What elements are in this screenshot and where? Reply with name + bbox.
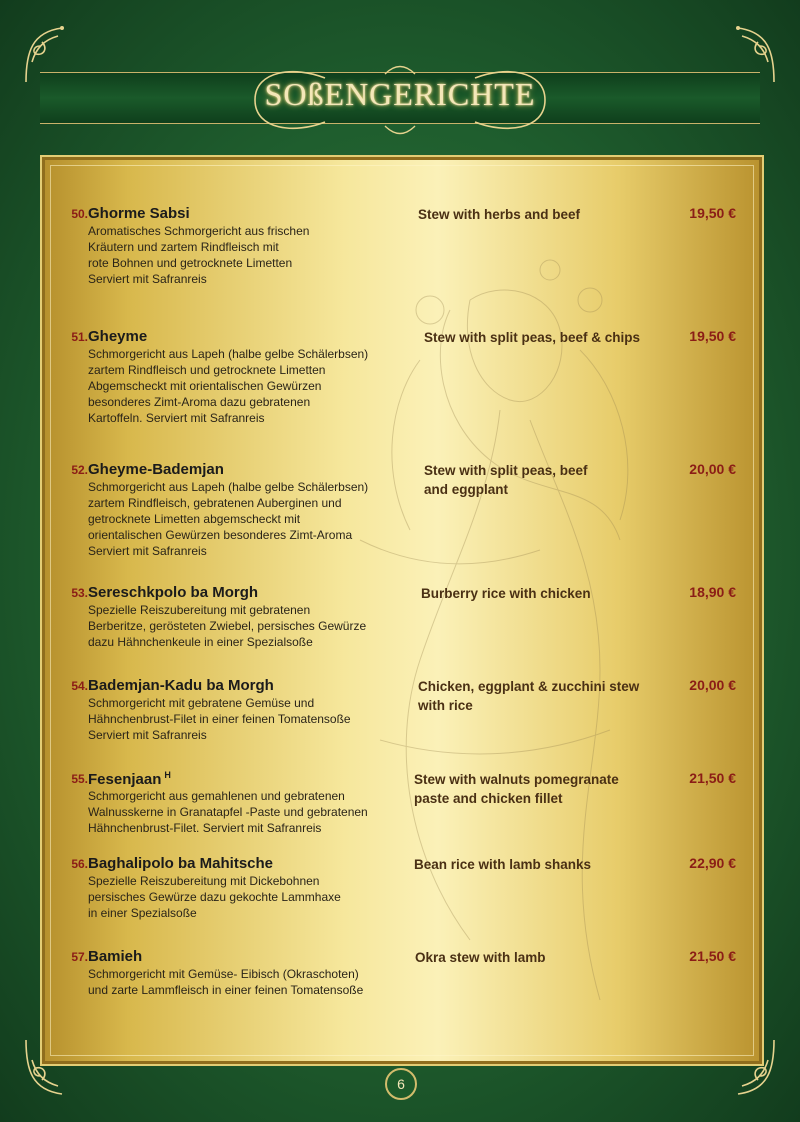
- item-english-name: [414, 770, 619, 808]
- description-line: Schmorgericht mit Gemüse- Eibisch (Okraschoten): [88, 967, 359, 981]
- item-price: 22,90 €: [689, 855, 736, 871]
- english-line: and eggplant: [424, 482, 508, 497]
- description-line: zartem Rindfleisch und getrocknete Limetten: [88, 363, 326, 377]
- description-line: persisches Gewürze dazu gekochte Lammhaxe: [88, 890, 341, 904]
- item-number: 52.: [71, 463, 88, 477]
- description-line: in einer Spezialsoße: [88, 906, 197, 920]
- description-line: Serviert mit Safranreis: [88, 272, 207, 286]
- item-name-wrap: [88, 328, 147, 345]
- item-description: [88, 695, 408, 743]
- description-line: Aromatisches Schmorgericht aus frischen: [88, 224, 310, 238]
- english-line: Okra stew with lamb: [415, 950, 546, 965]
- menu-item: [58, 677, 748, 743]
- item-price: 21,50 €: [689, 948, 736, 964]
- item-number: 51.: [71, 330, 88, 344]
- item-description: [88, 788, 408, 836]
- description-line: dazu Hähnchenkeule in einer Spezialsoße: [88, 635, 313, 649]
- description-line: Schmorgericht mit gebratene Gemüse und: [88, 696, 315, 710]
- description-line: Schmorgericht aus gemahlenen und gebratenen: [88, 789, 345, 803]
- item-english-name: [418, 205, 580, 224]
- item-english-name: [415, 948, 546, 967]
- item-number: 50.: [71, 207, 88, 221]
- item-price: 19,50 €: [689, 328, 736, 344]
- menu-item: [58, 205, 748, 287]
- item-name: Bademjan-Kadu ba Morgh: [88, 677, 274, 694]
- menu-item: [58, 855, 748, 921]
- item-name-wrap: [88, 948, 142, 965]
- item-number: 56.: [71, 857, 88, 871]
- description-line: Schmorgericht aus Lapeh (halbe gelbe Schälerbsen): [88, 480, 369, 494]
- item-number: 54.: [71, 679, 88, 693]
- item-name: Gheyme: [88, 328, 148, 345]
- description-line: Serviert mit Safranreis: [88, 544, 207, 558]
- item-description: [88, 346, 408, 426]
- item-name: Bamieh: [88, 948, 143, 965]
- description-line: Hähnchenbrust-Filet. Serviert mit Safranreis: [88, 821, 322, 835]
- item-description: [88, 966, 408, 998]
- item-description: [88, 223, 408, 287]
- english-line: Bean rice with lamb shanks: [414, 857, 592, 872]
- item-name-wrap: [88, 855, 273, 872]
- item-name: Ghorme Sabsi: [88, 205, 190, 222]
- description-line: Kartoffeln. Serviert mit Safranreis: [88, 411, 265, 425]
- description-line: Spezielle Reiszubereitung mit gebratenen: [88, 603, 311, 617]
- english-line: Stew with split peas, beef & chips: [424, 330, 641, 345]
- item-price: 20,00 €: [689, 677, 736, 693]
- menu-item: [58, 461, 748, 559]
- description-line: rote Bohnen und getrocknete Limetten: [88, 256, 293, 270]
- page-title: SOßENGERICHTE: [264, 76, 536, 112]
- item-price: 21,50 €: [689, 770, 736, 786]
- page-number: 6: [385, 1068, 417, 1100]
- menu-item: [58, 948, 748, 998]
- item-english-name: [424, 328, 640, 347]
- item-price: 19,50 €: [689, 205, 736, 221]
- menu-item: [58, 328, 748, 426]
- description-line: Abgemscheckt mit orientalischen Gewürzen: [88, 379, 322, 393]
- item-price: 20,00 €: [689, 461, 736, 477]
- item-number: 55.: [71, 772, 88, 786]
- english-line: Stew with split peas, beef: [424, 463, 588, 478]
- description-line: zartem Rindfleisch, gebratenen Auberginen und: [88, 496, 342, 510]
- item-number: 57.: [71, 950, 88, 964]
- item-english-name: [424, 461, 588, 499]
- description-line: Serviert mit Safranreis: [88, 728, 207, 742]
- item-name-wrap: [88, 584, 258, 601]
- description-line: Spezielle Reiszubereitung mit Dickebohnen: [88, 874, 320, 888]
- item-number: 53.: [71, 586, 88, 600]
- item-name: Baghalipolo ba Mahitsche: [88, 855, 274, 872]
- description-line: getrocknete Limetten abgemscheckt mit: [88, 512, 301, 526]
- description-line: und zarte Lammfleisch in einer feinen Tomatensoße: [88, 983, 364, 997]
- description-line: orientalischen Gewürzen besonderes Zimt-Aroma: [88, 528, 353, 542]
- item-name: Gheyme-Bademjan: [88, 461, 224, 478]
- item-name: Sereschkpolo ba Morgh: [88, 584, 259, 601]
- item-name-wrap: [88, 461, 224, 478]
- item-english-name: [418, 677, 639, 715]
- item-english-name: [414, 855, 591, 874]
- description-line: Schmorgericht aus Lapeh (halbe gelbe Schälerbsen): [88, 347, 369, 361]
- item-description: [88, 479, 408, 559]
- english-line: with rice: [418, 698, 473, 713]
- item-description: [88, 873, 408, 921]
- english-line: Stew with walnuts pomegranate: [414, 772, 619, 787]
- menu-item: [58, 770, 748, 836]
- description-line: Walnusskerne in Granatapfel -Paste und gebratenen: [88, 805, 368, 819]
- item-name-wrap: [88, 677, 274, 694]
- description-line: besonderes Zimt-Aroma dazu gebratenen: [88, 395, 311, 409]
- description-line: Hähnchenbrust-Filet in einer feinen Tomatensoße: [88, 712, 351, 726]
- english-line: Chicken, eggplant & zucchini stew: [418, 679, 640, 694]
- item-english-name: [421, 584, 591, 603]
- description-line: Kräutern und zartem Rindfleisch mit: [88, 240, 279, 254]
- item-description: [88, 602, 408, 650]
- english-line: Stew with herbs and beef: [418, 207, 581, 222]
- item-price: 18,90 €: [689, 584, 736, 600]
- english-line: Burberry rice with chicken: [421, 586, 591, 601]
- menu-item: [58, 584, 748, 650]
- description-line: Berberitze, gerösteten Zwiebel, persisches Gewürze: [88, 619, 367, 633]
- item-name-wrap: [88, 770, 171, 788]
- allergen-marker: H: [164, 770, 171, 780]
- item-name: Fesenjaan: [88, 771, 162, 788]
- item-name-wrap: [88, 205, 190, 222]
- english-line: paste and chicken fillet: [414, 791, 563, 806]
